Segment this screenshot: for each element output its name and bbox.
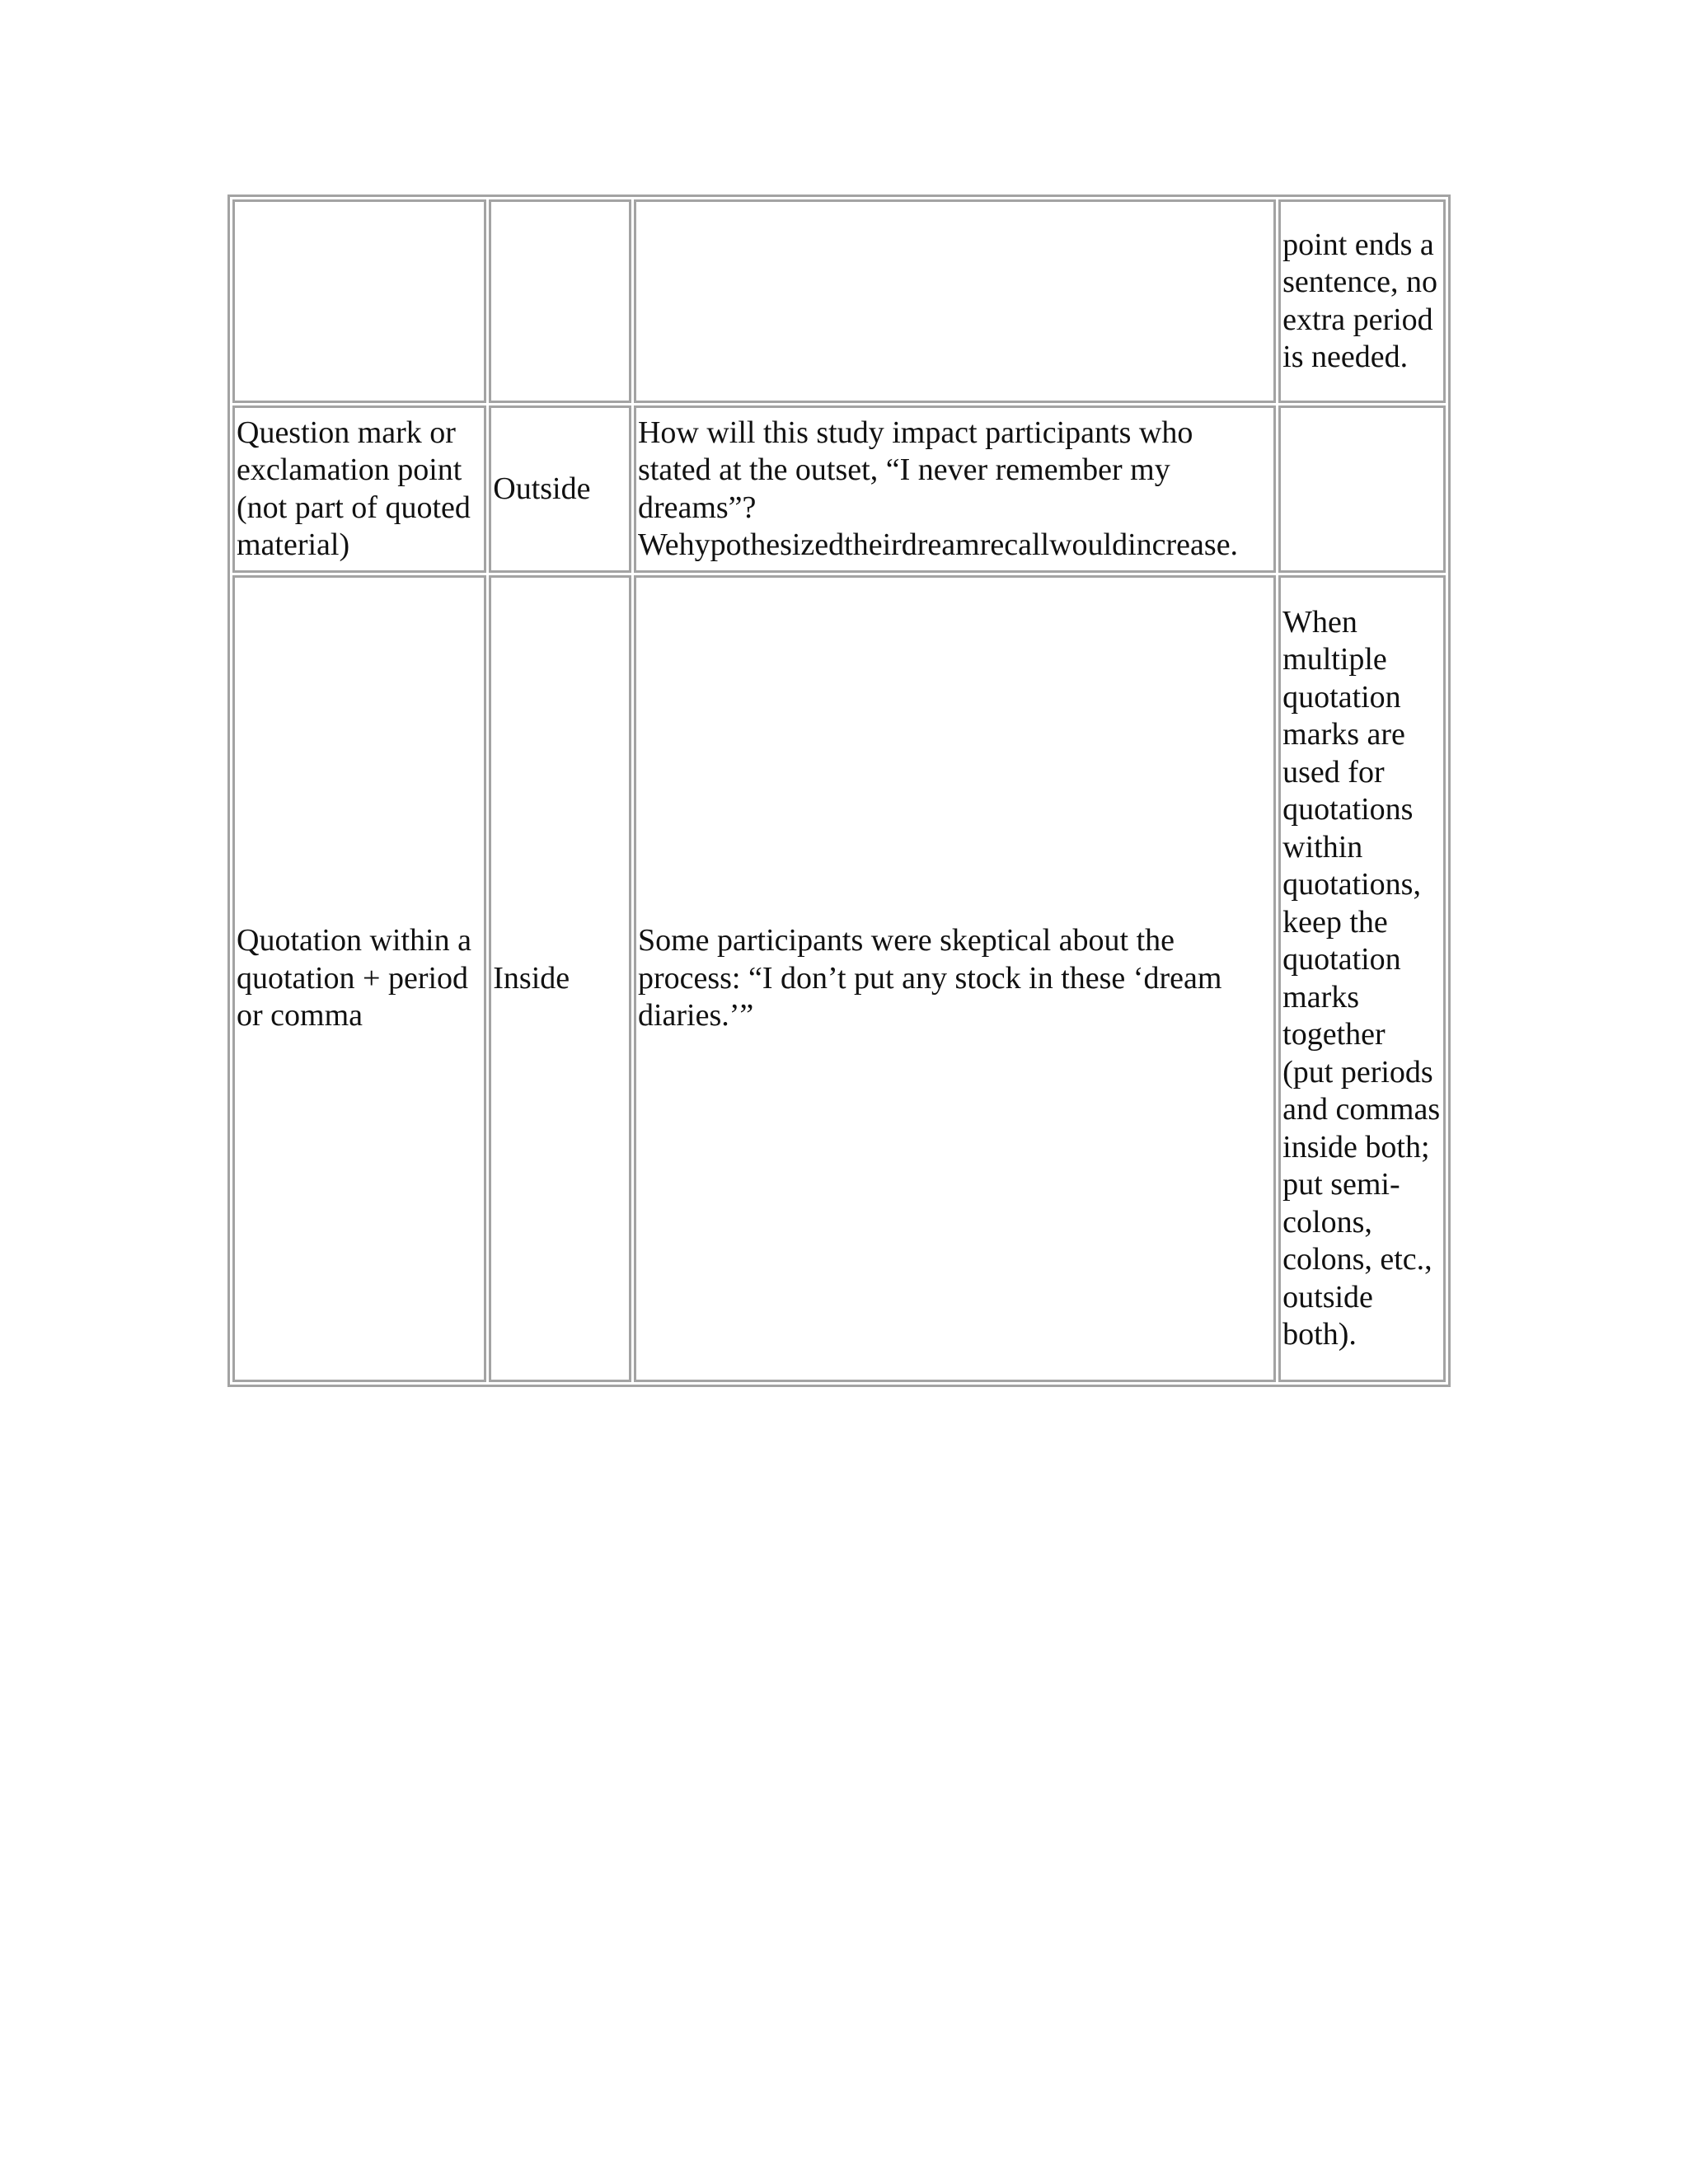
punctuation-cell: Question mark or exclamation point (not part of quoted material) <box>232 405 486 573</box>
placement-cell: Inside <box>489 575 631 1382</box>
table-row <box>232 575 1446 1382</box>
note-cell: When multiple quotation marks are used for quotations within quotations, keep the quotation marks together (put periods and commas inside both; put semi-colons, colons, etc., outside both). <box>1278 575 1446 1382</box>
punctuation-cell: Quotation within a quotation + period or comma <box>232 575 486 1382</box>
example-continuation: Wehypothesizedtheirdreamrecallwouldincrease. <box>637 527 1239 562</box>
placement-cell <box>489 199 631 403</box>
table-row <box>232 405 1446 573</box>
punctuation-cell <box>232 199 486 403</box>
placement-cell: Outside <box>489 405 631 573</box>
example-text: How will this study impact participants who stated at the outset, “I never remember my dreams”? <box>637 415 1193 525</box>
example-cell <box>634 405 1276 573</box>
punctuation-rules-table <box>227 194 1451 1387</box>
note-cell <box>1278 405 1446 573</box>
table-row <box>232 199 1446 403</box>
example-cell: Some participants were skeptical about the process: “I don’t put any stock in these ‘dream diaries.’” <box>634 575 1276 1382</box>
example-cell <box>634 199 1276 403</box>
note-cell: point ends a sentence, no extra period is needed. <box>1278 199 1446 403</box>
